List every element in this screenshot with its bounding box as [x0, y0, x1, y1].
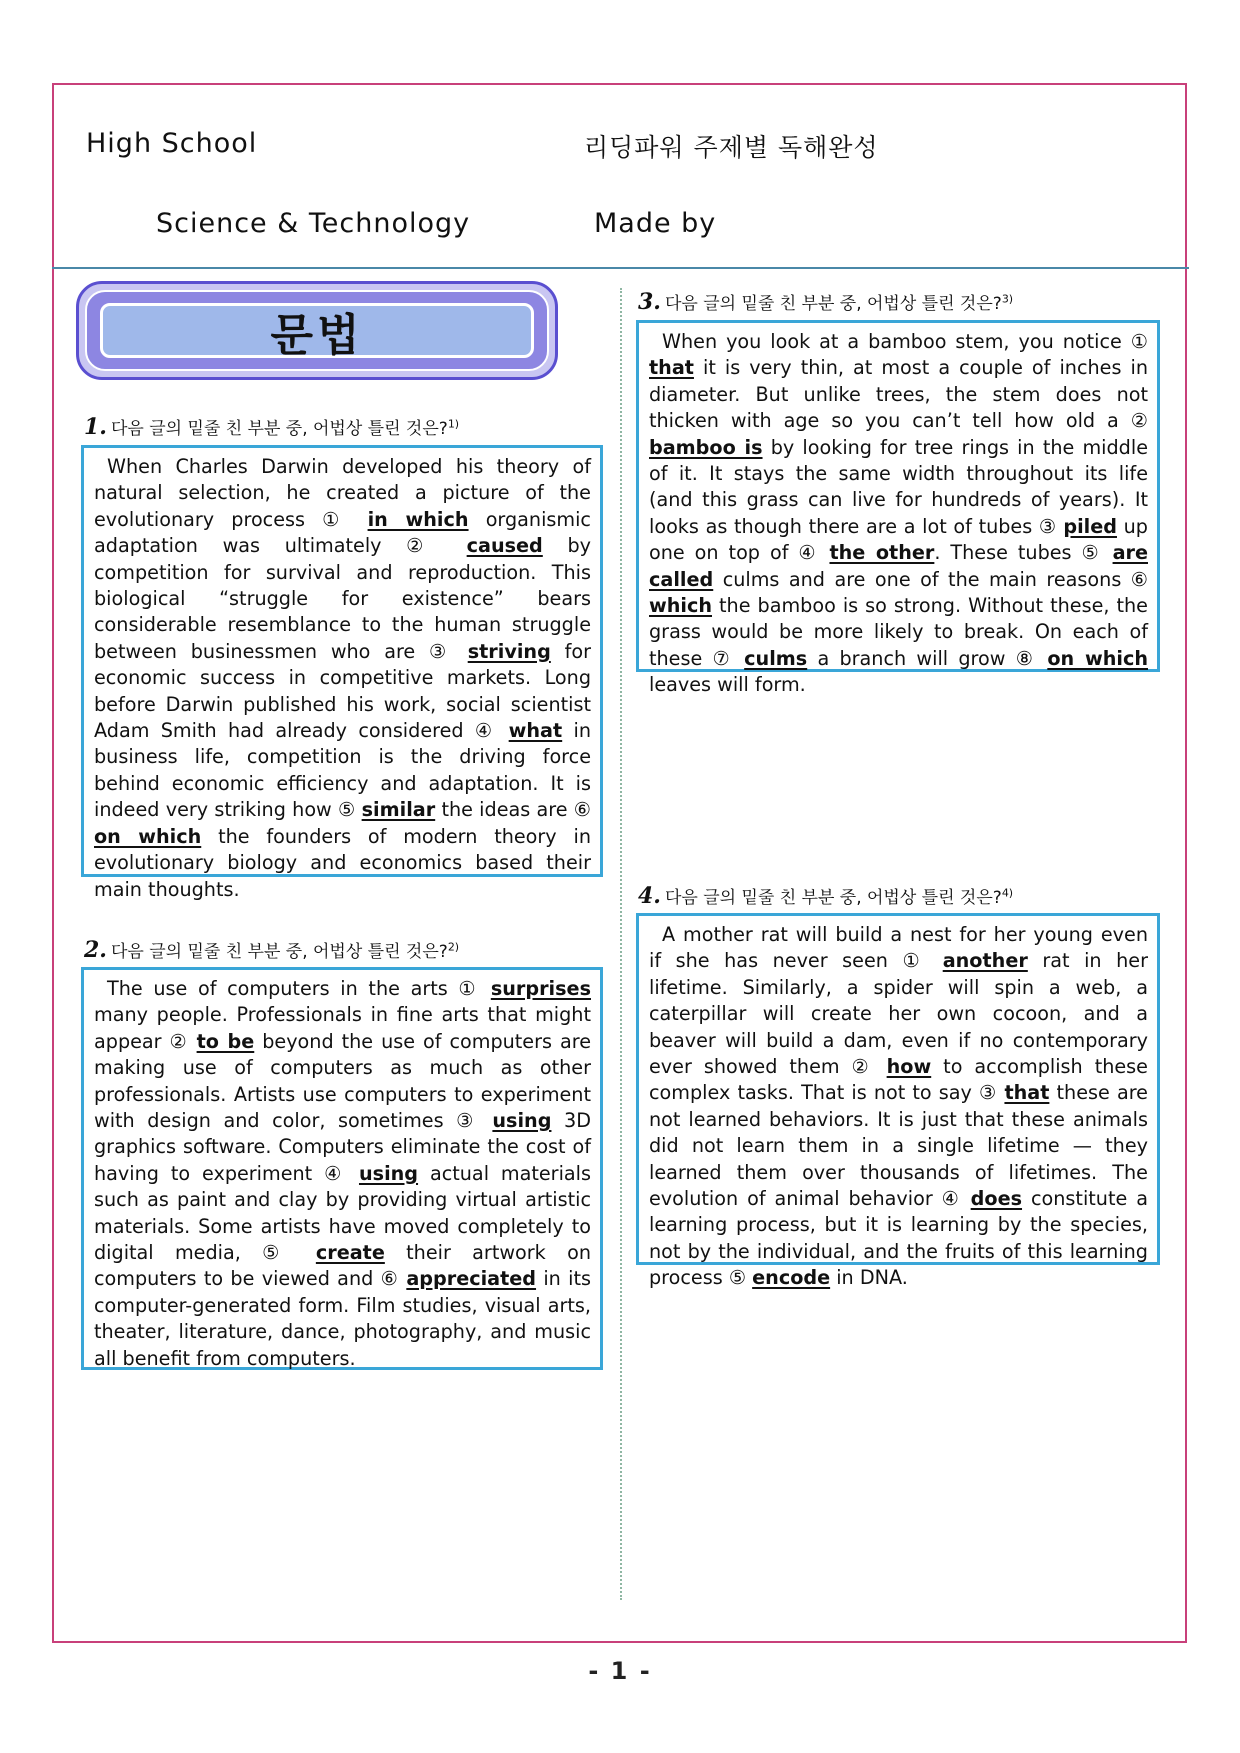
header-subject: Science & Technology — [156, 208, 471, 239]
underlined-choice: which — [649, 594, 712, 618]
question-4-heading — [638, 883, 1013, 909]
footnote-ref: 3) — [1001, 292, 1014, 306]
passage-segment: the bamboo is so strong. Without these, the grass would be more likely to break. On each of these ⑦ — [649, 594, 1148, 670]
underlined-choice: surprises — [490, 977, 591, 1000]
underlined-choice: encode — [752, 1266, 831, 1290]
passage-segment: The use of computers in the arts ① — [107, 977, 491, 1000]
underlined-choice: in which — [367, 507, 469, 531]
question-4-passage — [636, 913, 1160, 1290]
passage-segment: many people. Professionals in fine arts that might appear ② — [94, 1003, 591, 1053]
passage-segment: the founders of modern theory in evolutionary biology and economics based their main thoughts. — [94, 824, 591, 901]
underlined-choice: caused — [466, 534, 543, 558]
underlined-choice: create — [315, 1241, 385, 1265]
passage-segment: a branch will grow ⑧ — [807, 646, 1048, 670]
passage-segment: in business life, competition is the driving force behind economic efficiency and adaptation. It is indeed very striking how ⑤ — [94, 719, 592, 822]
passage-segment: it is very thin, at most a couple of inches in diameter. But unlike trees, the stem does not thicken with age so you can’t tell how old a ② — [649, 356, 1148, 433]
passage-segment: A mother rat will build a nest for her young even if she has never seen ① — [649, 923, 1148, 973]
column-divider — [620, 288, 622, 1600]
passage-segment: their artwork on computers to be viewed and ⑥ — [94, 1241, 591, 1291]
underlined-choice: are called — [649, 541, 1148, 591]
question-number: 4. — [638, 883, 661, 909]
underlined-choice: the other — [829, 541, 935, 565]
underlined-choice: on which — [94, 824, 202, 848]
underlined-choice: that — [649, 356, 694, 380]
passage-segment: culms and are one of the main reasons ⑥ — [713, 567, 1148, 591]
underlined-choice: using — [358, 1161, 419, 1185]
section-badge-title: 문법 — [270, 309, 364, 361]
underlined-choice: using — [492, 1109, 552, 1133]
passage-segment: organismic adaptation was ultimately ② — [94, 507, 591, 558]
passage-segment: in its computer-generated form. Film studies, visual arts, theater, literature, dance, photography, and music all benefit from computers. — [94, 1267, 592, 1370]
passage-segment: these are not learned behaviors. It is just that these animals did not learn them in a single lifetime — they learned them over thousands of lifetimes. The evolution of animal behavior ④ — [649, 1081, 1148, 1211]
passage-segment: by looking for tree rings in the middle of it. It stays the same width throughout its life (and this grass can live for hundreds of years). It looks as though there are a lot of tubes ③ — [649, 435, 1149, 538]
passage-text — [649, 329, 1148, 699]
question-1-heading — [84, 414, 459, 440]
question-2-passage — [81, 967, 603, 1370]
passage-segment: the ideas are ⑥ — [435, 798, 591, 822]
underlined-choice: how — [886, 1055, 932, 1079]
underlined-choice: appreciated — [406, 1267, 537, 1291]
passage-segment: for economic success in competitive markets. Long before Darwin published his work, social scientist Adam Smith had already considered ④ — [94, 639, 591, 743]
passage-text — [649, 922, 1148, 1292]
underlined-choice: culms — [744, 646, 808, 670]
underlined-choice: bamboo is — [649, 435, 763, 459]
header-made-by: Made by — [594, 208, 717, 239]
passage-segment: When Charles Darwin developed his theory of natural selection, he created a picture of the evolutionary process ① — [94, 455, 591, 531]
section-badge — [76, 281, 558, 380]
passage-segment: 3D graphics software. Computers eliminate the cost of having to experiment ④ — [94, 1109, 591, 1185]
header-divider — [52, 267, 1189, 269]
passage-text — [94, 454, 591, 903]
passage-segment: actual materials such as paint and clay by providing virtual artistic materials. Some artists have moved completely to digital media, ⑤ — [94, 1161, 591, 1265]
question-2-heading — [84, 937, 459, 963]
question-prompt: 다음 글의 밑줄 친 부분 중, 어법상 틀린 것은? — [664, 888, 1002, 908]
underlined-choice: that — [1004, 1081, 1050, 1105]
passage-text — [94, 976, 591, 1372]
underlined-choice: piled — [1063, 514, 1117, 538]
passage-segment: rat in her lifetime. Similarly, a spider will spin a web, a caterpillar will create her own cocoon, and a beaver will build a dam, even if no contemporary ever showed them ② — [649, 949, 1148, 1079]
question-prompt: 다음 글의 밑줄 친 부분 중, 어법상 틀린 것은? — [110, 419, 448, 439]
passage-segment: constitute a learning process, but it is learning by the species, not by the individual, and the fruits of this learning process ⑤ — [649, 1187, 1148, 1290]
question-prompt: 다음 글의 밑줄 친 부분 중, 어법상 틀린 것은? — [664, 294, 1002, 314]
question-prompt: 다음 글의 밑줄 친 부분 중, 어법상 틀린 것은? — [110, 942, 448, 962]
passage-segment: beyond the use of computers are making use of computers as much as other professionals. Artists use computers to experiment with design and color, sometimes ③ — [94, 1029, 591, 1133]
question-number: 3. — [638, 289, 661, 315]
question-3-heading — [638, 289, 1013, 315]
header-school: High School — [86, 128, 258, 159]
underlined-choice: to be — [196, 1029, 255, 1053]
passage-segment: by competition for survival and reproduction. This biological “struggle for existence” bears considerable resemblance to the human struggle between businessmen who are ③ — [94, 534, 592, 663]
footnote-ref: 1) — [447, 417, 460, 431]
underlined-choice: another — [942, 949, 1028, 973]
question-number: 1. — [84, 414, 107, 440]
underlined-choice: striving — [467, 639, 551, 663]
footnote-ref: 2) — [447, 940, 460, 954]
footnote-ref: 4) — [1001, 886, 1014, 900]
passage-segment: leaves will form. — [649, 673, 806, 697]
question-1-passage — [81, 445, 603, 901]
underlined-choice: does — [970, 1187, 1023, 1211]
passage-segment: up one on top of ④ — [649, 514, 1148, 565]
passage-segment: When you look at a bamboo stem, you notice ① — [662, 330, 1148, 353]
passage-segment: to accomplish these complex tasks. That is not to say ③ — [649, 1055, 1148, 1105]
underlined-choice: what — [508, 719, 563, 743]
question-3-passage — [636, 320, 1160, 697]
header-book-title: 리딩파워 주제별 독해완성 — [584, 133, 879, 162]
underlined-choice: similar — [361, 798, 436, 822]
question-number: 2. — [84, 937, 107, 963]
passage-segment: . These tubes ⑤ — [934, 541, 1113, 565]
page-number: - 1 - — [588, 1657, 652, 1685]
passage-segment: in DNA. — [830, 1266, 908, 1290]
underlined-choice: on which — [1047, 646, 1148, 670]
